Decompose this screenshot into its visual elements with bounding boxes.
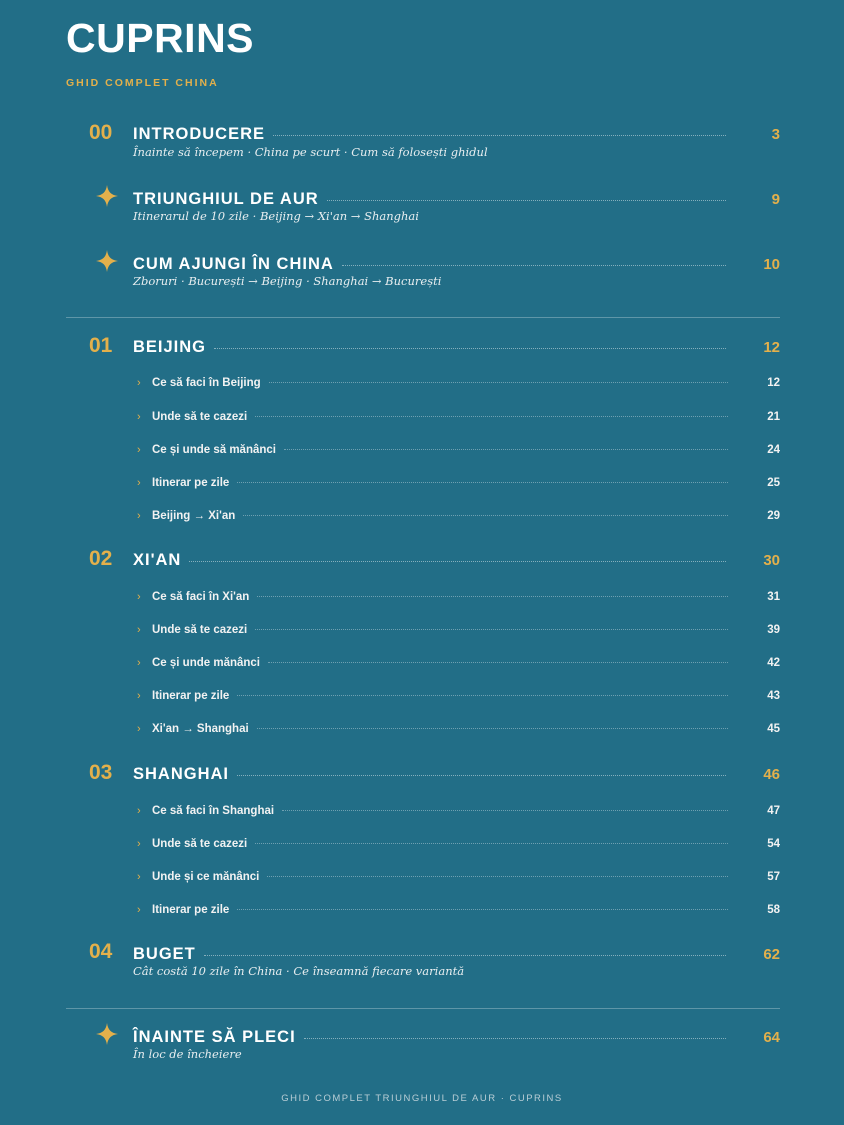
toc-chapter-buget[interactable] — [0, 940, 844, 984]
section-page-number: 3 — [771, 126, 780, 143]
section-description: Itinerarul de 10 zile · Beijing → Xi'an → Shanghai — [133, 209, 419, 223]
toc-subentry[interactable] — [137, 691, 780, 703]
toc-subentry[interactable] — [137, 839, 780, 851]
chapter-title: XI'AN — [133, 551, 182, 569]
dot-leader — [284, 449, 728, 450]
dot-leader — [255, 629, 728, 630]
toc-subentry[interactable] — [137, 478, 780, 490]
chevron-right-icon: › — [137, 805, 141, 817]
subentry-label: Ce să faci în Xi'an — [152, 591, 250, 603]
toc-entry-triunghiul-de-aur[interactable] — [0, 185, 844, 229]
subentry-page-number: 57 — [767, 871, 780, 883]
chevron-right-icon: › — [137, 377, 141, 389]
dot-leader — [257, 596, 728, 597]
subentry-page-number: 31 — [767, 591, 780, 603]
subentry-page-number: 58 — [767, 904, 780, 916]
subentry-page-number: 24 — [767, 444, 780, 456]
four-point-star-icon — [96, 250, 118, 272]
dot-leader — [327, 200, 726, 201]
subentry-page-number: 29 — [767, 510, 780, 522]
dot-leader — [189, 561, 726, 562]
four-point-star-icon — [96, 185, 118, 207]
subentry-label: Itinerar pe zile — [152, 690, 230, 702]
subentry-page-number: 54 — [767, 838, 780, 850]
chapter-number: 01 — [89, 334, 113, 357]
section-description: Înainte să începem · China pe scurt · Cum să folosești ghidul — [133, 145, 488, 159]
section-description: În loc de încheiere — [133, 1047, 242, 1061]
section-divider — [66, 1008, 780, 1009]
chevron-right-icon: › — [137, 411, 141, 423]
dot-leader — [255, 843, 728, 844]
dot-leader — [304, 1038, 726, 1039]
chevron-right-icon: › — [137, 657, 141, 669]
dot-leader — [273, 135, 726, 136]
page-title: CUPRINS — [66, 15, 255, 61]
chevron-right-icon: › — [137, 444, 141, 456]
chapter-page-number: 62 — [763, 946, 780, 963]
dot-leader — [214, 348, 726, 349]
chevron-right-icon: › — [137, 723, 141, 735]
subentry-page-number: 47 — [767, 805, 780, 817]
toc-subentry[interactable] — [137, 511, 780, 523]
toc-entry-inainte-sa-pleci[interactable] — [0, 1023, 844, 1067]
subentry-label: Itinerar pe zile — [152, 477, 230, 489]
toc-subentry[interactable] — [137, 378, 780, 390]
toc-subentry[interactable] — [137, 625, 780, 637]
subentry-page-number: 12 — [767, 377, 780, 389]
toc-subentry[interactable] — [137, 412, 780, 424]
subentry-page-number: 42 — [767, 657, 780, 669]
chevron-right-icon: › — [137, 510, 141, 522]
dot-leader — [237, 695, 728, 696]
dot-leader — [268, 662, 728, 663]
subentry-label: Ce să faci în Shanghai — [152, 805, 275, 817]
dot-leader — [237, 482, 728, 483]
toc-subentry[interactable] — [137, 872, 780, 884]
toc-subentry[interactable] — [137, 658, 780, 670]
toc-subentry[interactable] — [137, 592, 780, 604]
chevron-right-icon: › — [137, 871, 141, 883]
toc-subentry[interactable] — [137, 806, 780, 818]
subentry-label: Itinerar pe zile — [152, 904, 230, 916]
subentry-label: Ce și unde să mănânci — [152, 444, 276, 456]
toc-subentry[interactable] — [137, 445, 780, 457]
dot-leader — [237, 909, 728, 910]
section-page-number: 10 — [763, 256, 780, 273]
dot-leader — [243, 515, 728, 516]
dot-leader — [204, 955, 726, 956]
chapter-page-number: 30 — [763, 552, 780, 569]
section-page-number: 64 — [763, 1029, 780, 1046]
chapter-description: Cât costă 10 zile în China · Ce înseamnă fiecare variantă — [133, 964, 465, 978]
subentry-label: Xi'an → Shanghai — [152, 723, 249, 735]
dot-leader — [269, 382, 728, 383]
section-number: 00 — [89, 121, 113, 144]
toc-chapter-shanghai[interactable] — [0, 761, 844, 787]
dot-leader — [282, 810, 728, 811]
toc-entry-introducere[interactable] — [0, 120, 844, 164]
chevron-right-icon: › — [137, 624, 141, 636]
subentry-label: Beijing → Xi'an — [152, 510, 236, 522]
chevron-right-icon: › — [137, 838, 141, 850]
dot-leader — [267, 876, 728, 877]
subentry-page-number: 39 — [767, 624, 780, 636]
subentry-label: Unde să te cazezi — [152, 624, 248, 636]
subentry-label: Unde și ce mănânci — [152, 871, 260, 883]
page-subtitle: GHID COMPLET CHINA — [66, 77, 219, 89]
subentry-label: Unde să te cazezi — [152, 411, 248, 423]
chevron-right-icon: › — [137, 591, 141, 603]
subentry-page-number: 45 — [767, 723, 780, 735]
section-title: INTRODUCERE — [133, 125, 266, 143]
section-title: CUM AJUNGI ÎN CHINA — [133, 255, 334, 273]
chapter-page-number: 46 — [763, 766, 780, 783]
subentry-label: Ce și unde mănânci — [152, 657, 261, 669]
dot-leader — [237, 775, 726, 776]
chapter-title: BEIJING — [133, 338, 207, 356]
subentry-label: Unde să te cazezi — [152, 838, 248, 850]
chevron-right-icon: › — [137, 690, 141, 702]
section-page-number: 9 — [771, 191, 780, 208]
section-divider — [66, 317, 780, 318]
section-title: TRIUNGHIUL DE AUR — [133, 190, 319, 208]
toc-subentry[interactable] — [137, 724, 780, 736]
chapter-title: BUGET — [133, 945, 196, 963]
chevron-right-icon: › — [137, 477, 141, 489]
chapter-page-number: 12 — [763, 339, 780, 356]
toc-subentry[interactable] — [137, 905, 780, 917]
subentry-page-number: 25 — [767, 477, 780, 489]
dot-leader — [257, 728, 728, 729]
chapter-number: 02 — [89, 547, 113, 570]
chapter-title: SHANGHAI — [133, 765, 230, 783]
chapter-number: 03 — [89, 761, 113, 784]
subentry-page-number: 43 — [767, 690, 780, 702]
subentry-page-number: 21 — [767, 411, 780, 423]
section-description: Zboruri · București → Beijing · Shanghai → București — [133, 274, 442, 288]
toc-chapter-beijing[interactable] — [0, 334, 844, 360]
chapter-number: 04 — [89, 940, 113, 963]
dot-leader — [342, 265, 726, 266]
chevron-right-icon: › — [137, 904, 141, 916]
toc-chapter-xian[interactable] — [0, 547, 844, 573]
dot-leader — [255, 416, 728, 417]
four-point-star-icon — [96, 1023, 118, 1045]
page-footer: GHID COMPLET TRIUNGHIUL DE AUR · CUPRINS — [281, 1093, 563, 1104]
toc-entry-cum-ajungi-in-china[interactable] — [0, 250, 844, 294]
section-title: ÎNAINTE SĂ PLECI — [133, 1028, 296, 1046]
subentry-label: Ce să faci în Beijing — [152, 377, 261, 389]
